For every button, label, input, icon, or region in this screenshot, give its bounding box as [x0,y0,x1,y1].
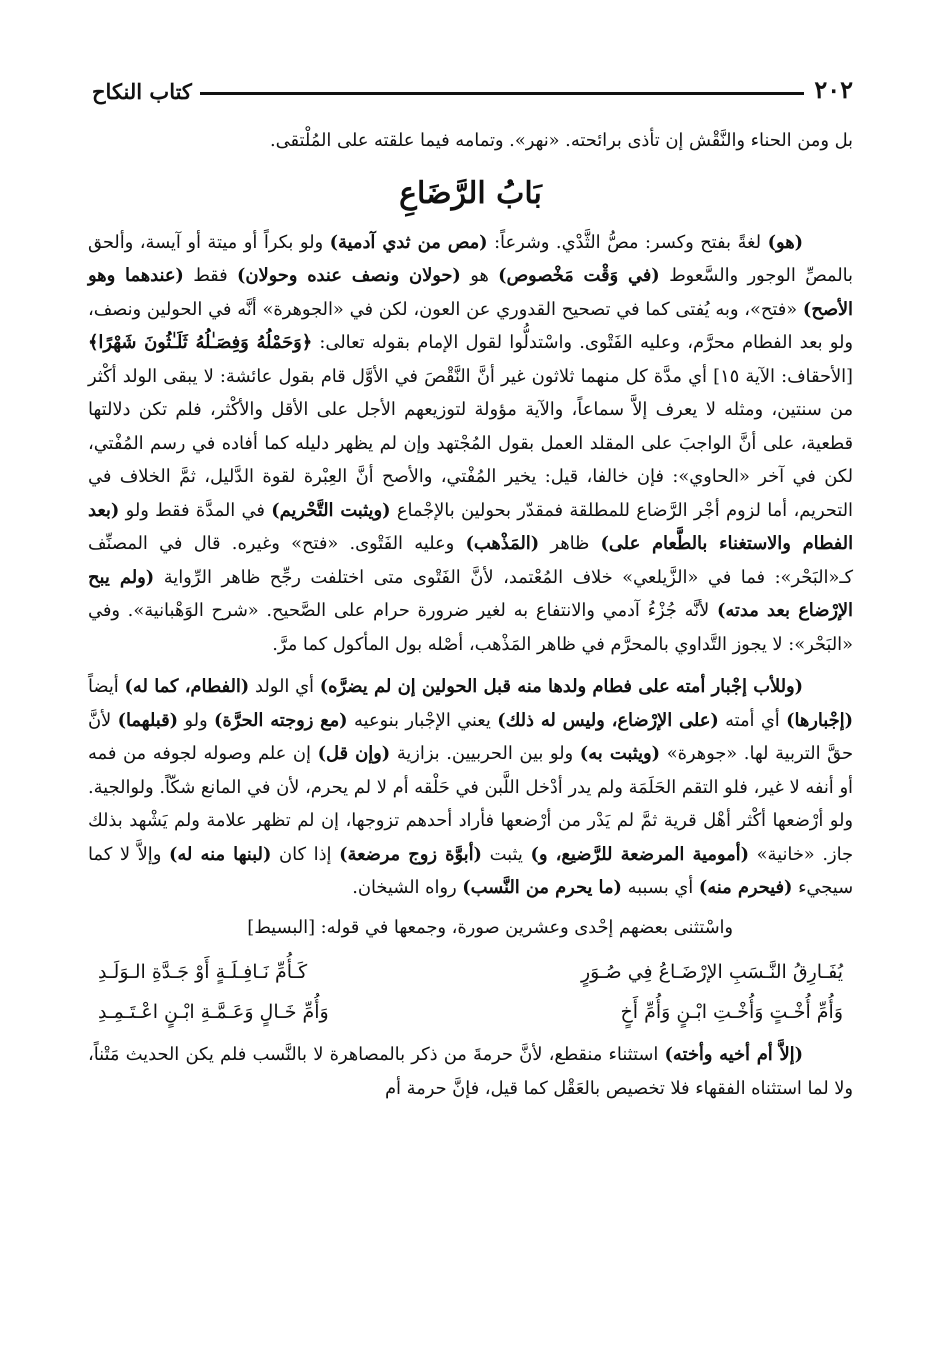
sharh-text: يثبت [481,843,531,865]
sharh-text: في المدَّة فقط ولو [119,499,272,521]
sharh-text: لغةً بفتح وكسر: مصُّ الثَّدْي. وشرعاً: [487,231,768,253]
matn-text: (ولم يبح الإرْضاع بعد مدته) [88,566,853,621]
matn-text: (ويثبت به) [579,743,661,764]
sharh-text: أي بسببه [621,877,699,898]
sharh-text: فقط [183,265,237,286]
sharh-text: وعليه الفَتْوى. «فتح» وغيره. قال في المصنِّف كـ«البَحْر»: فما في «الزَّيلعي» خلاف المُعْتمد، لأنَّ الفَتْوى متى اختلفت رجِّح ظاهر الرِّواية [88,533,854,588]
book-title: كتاب النكاح [92,79,192,104]
page-header [92,70,853,104]
sharh-text: أي أمته [718,709,787,731]
matn-text: (المَذْهب) [465,533,540,554]
poem-verse-2 [88,992,853,1032]
matn-text: (إجْبارها) [786,709,853,731]
sharh-text: لأنَّ حقَّ التربية لها. «جوهرة» [88,709,853,764]
matn-text: (وللأب إجْبار أمته على فطام ولدها منه قبل الحولين إن لم يضرَّه) [319,676,803,697]
page-number: ٢٠٢ [814,75,853,104]
poem-verse-1 [88,952,853,992]
hemistich-2b: وَأُمِّ خَـالٍ وَعَـمَّـةِ ابْـنٍ اعْـتَـمِـدِ [98,1001,329,1023]
matn-text: (إلاَّ أم أخيه وأخته) [664,1044,803,1065]
matn-text: (أبوَّة زوج مرضعة) [339,843,482,865]
sharh-text: ولو بكراً أو ميتة أو آيسة، وألحق بالمصِّ الوجور والسَّعوط [88,231,853,286]
matn-text: (على الإرْضاع، وليس له ذلك) [497,709,719,731]
sharh-text: أي الولد [249,676,320,697]
sharh-text: إذا كان [271,843,340,865]
matn-text: (فيحرم منه) [698,877,793,898]
paragraph-gap [88,661,853,670]
matn-text: (ما يحرم من النَّسب) [462,877,622,898]
sharh-text: استثناء منقطع، لأنَّ حرمةَ من ذكر بالمصاهرة لا بالنَّسب فلم يكن الحديث مَتْناً، ولا لما استثناه الفقهاء فلا تخصيص بالعَقْل كما قيل، فإنَّ حرمة أم [88,1044,853,1099]
matn-text: (قبلهما) [117,709,179,731]
intro-line [88,124,853,158]
paragraph-2 [88,670,853,905]
sharh-text: [الأحقاف: الآية ١٥] أي مدَّة كل منهما ثلاثون غير أنَّ النَّقْصَ في الأوَّل قام بقول عائشة: لا يبقى الولد أكْثر من سنتين، ومثله لا يعرف إلاَّ سماعاً، والآية مؤولة لتوزيعهم الأجل على الأقل والأكْثر، فلم تكن دلالتها قطعية، على أنَّ الواجبَ على المقلد العمل بقول المُجْتهد وإن لم يظهر دليله كما أفاده في رسم المُفْتي، لكن في آخر «الحاوي»: فإن خالفا، قيل: يخير المُفْتي، والأصح أنَّ العِبْرة لقوة الدَّليل، ثمَّ الخلاف في التحريم، أما لزوم أجْر الرَّضاع للمطلقة فمقدّر بحولين بالإجْماع [88,365,853,521]
sharh-text: إن علم وصوله لجوفه من فمه أو أنفه لا غير، فلو التقم الحَلَمَة ولم يدر أدْخل اللَّبن في حَلْقه أم لا لم يحرم، لأن في المانع شكّاً. ولوالجية. ولو أرْضعها أكْثر أهْل قرية ثمَّ لم يَدْر من أرْضعها فأراد أحدهم تزوجها، إن لم تظهر علامة ولم يَشْهد بذلك جاز. «خانية» [88,743,854,865]
verse-intro: واسْتثنى بعضهم إحْدى وعشرين صورة، وجمعها في قوله: [البسيط] [247,916,733,938]
sharh-text: ولو [178,709,214,731]
sharh-text: «فتح»، وبه يُفتى كما في تصحيح القدوري عن العون، لكن في «الجوهرة» أنَّه في الحولين ونصف، ولو بعد الفطام محرَّم، وعليه الفَتْوى. واسْتدلُّوا لقول الإمام بقوله تعالى: [88,298,853,353]
sharh-text: لأنَّه جُزْءُ آدمي والانتفاع به لغير ضرورة حرام على الصَّحيح. «شرح الوَهْبانية». وفي «البَحْر»: لا يجوز التَّداوي بالمحرَّم في ظاهر المَذْهب، أصْله بول المأكول كما مرَّ. [88,600,853,655]
matn-text: (في وَقْت مَخْصوص) [498,265,660,286]
matn-text: (هو) [767,231,803,253]
sharh-text: يعني الإجْبار بنوعيه [347,709,498,731]
matn-text: (بعد الفطام والاستغناء بالطَّعام على) [88,499,854,554]
poem [88,952,853,1032]
matn-text: (وإن قل) [317,743,391,764]
matn-text: (لبنها منه له) [168,843,272,865]
matn-text: (عندهما وهو الأصح) [88,265,853,320]
matn-text: (مع زوجته الحرَّة) [213,709,348,731]
matn-text: (أمومية المرضعة للرَّضيع، و) [530,843,749,865]
matn-text: (ويثبت التَّحْريم) [271,499,391,521]
paragraph-1 [88,226,853,662]
sharh-text: وإلاَّ لا كما سيجيء [88,843,853,898]
matn-text: (حولان ونصف عنده وحولان) [236,265,461,286]
sharh-text: هو [460,265,499,286]
sharh-text: ولو بين الحربيين. بزازية [390,743,580,764]
sharh-text: رواه الشيخان. [352,877,463,898]
hemistich-1a: يُفَـارِقُ النَّـسَبِ الإرْضَـاعُ فِي صُـوَرٍ [580,961,843,983]
hemistich-1b: كَـأُمِّ نَـافِـلَـةٍ أَوْ جَـدَّةِ الـوَلَـدِ [98,961,308,983]
sharh-text: ظاهر [539,533,601,554]
sharh-text: أيضاً [88,676,125,697]
quran-verse: ﴿وَحَمْلُهُ وَفِصَـٰلُهُ ثَلَـٰثُونَ شَهْرًا﴾ [88,332,313,353]
matn-text: (مص من ثدي آدمية) [329,231,488,253]
header-rule [200,92,804,95]
intro-text: بل ومن الحناء والنَّقْش إن تأذى برائحته. «نهر». وتمامه فيما علقته على المُلْتقى. [269,130,853,151]
paragraph-3 [88,1038,853,1105]
chapter-title: بَابُ الرَّضَاعِ [399,175,542,211]
matn-text: (الفطام، كما له) [124,676,250,697]
page-body [88,124,853,1105]
hemistich-2a: وَأُمِّ أُخْـتٍ وَأُخْـتِ ابْـنٍ وَأُمِّ أَخٍ [620,1001,843,1023]
